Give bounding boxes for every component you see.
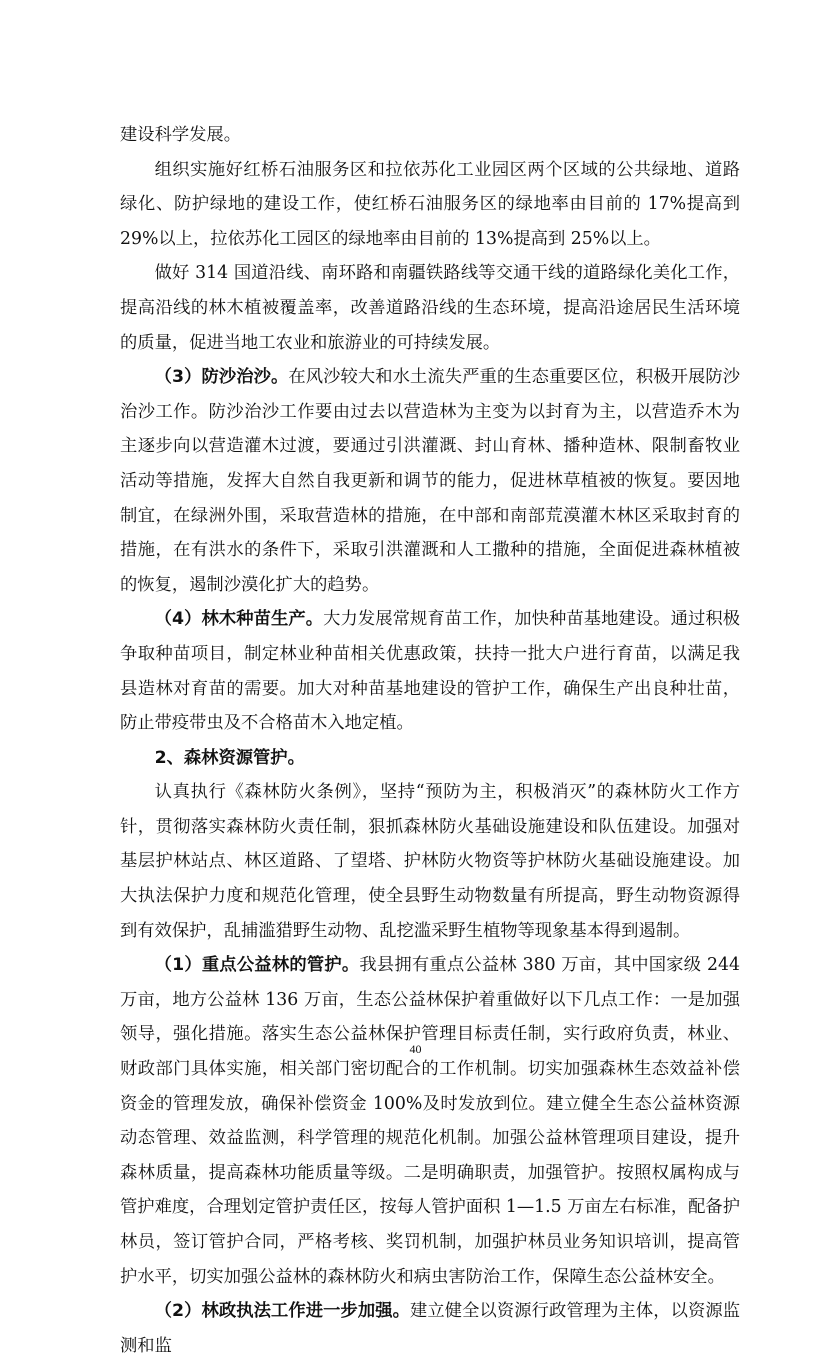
section-heading	[120, 741, 740, 776]
section-heading-text: 2、森林资源管护。	[154, 747, 305, 768]
paragraph-text: 建立健全以资源行政管理为主体，以资源监测和监	[120, 1301, 740, 1356]
paragraph-heading: （4）林木种苗生产。	[154, 609, 324, 630]
paragraph-text: 认真执行《森林防火条例》，坚持“预防为主，积极消灭”的森林防火工作方针，贯彻落实森林防火责任制，狠抓森林防火基础设施建设和队伍建设。加强对基层护林站点、林区道路、了望塔、护林防火物资等护林防火基础设施建设。加大执法保护力度和规范化管理，使全县野生动物数量有所提高，野生动物资源得到有效保护，乱捕滥猎野生动物、乱挖滥采野生植物等现象基本得到遏制。	[120, 782, 740, 941]
paragraph-text: 组织实施好红桥石油服务区和拉依苏化工业园区两个区域的公共绿地、道路绿化、防护绿地的建设工作，使红桥石油服务区的绿地率由目前的 17%提高到 29%以上，拉依苏化工园区的绿地率由目前的 13%提高到 25%以上。	[120, 159, 740, 249]
paragraph-heading: （1）重点公益林的管护。	[154, 955, 360, 976]
document-body	[120, 118, 740, 1363]
paragraph-text: 大力发展常规育苗工作，加快种苗基地建设。通过积极争取种苗项目，制定林业种苗相关优惠政策，扶持一批大户进行育苗，以满足我县造林对育苗的需要。加大对种苗基地建设的管护工作，确保生产出良种壮苗，防止带疫带虫及不合格苗木入地定植。	[120, 609, 740, 734]
page-number: 40	[409, 1042, 422, 1056]
paragraph-heading: （2）林政执法工作进一步加强。	[154, 1301, 410, 1322]
paragraph	[120, 118, 740, 153]
paragraph-heading: （3）防沙治沙。	[154, 367, 289, 388]
paragraph-text: 我县拥有重点公益林 380 万亩，其中国家级 244 万亩，地方公益林 136 万亩，生态公益林保护着重做好以下几点工作：一是加强领导，强化措施。落实生态公益林保护管理目标责任制，实行政府负责，林业、财政部门具体实施，相关部门密切配合的工作机制。切实加强森林生态效益补偿资金的管理发放，确保补偿资金 100%及时发放到位。建立健全生态公益林资源动态管理、效益监测，科学管理的规范化机制。加强公益林管理项目建设，提升森林质量，提高森林功能质量等级。二是明确职责，加强管护。按照权属构成与管护难度，合理划定管护责任区，按每人管护面积 1—1.5 万亩左右标准，配备护林员，签订管护合同，严格考核、奖罚机制，加强护林员业务知识培训，提高管护水平，切实加强公益林的森林防火和病虫害防治工作，保障生态公益林安全。	[120, 955, 740, 1287]
paragraph-text: 建设科学发展。	[120, 125, 241, 145]
paragraph	[120, 256, 740, 360]
paragraph	[120, 948, 740, 1294]
paragraph-text: 做好 314 国道沿线、南环路和南疆铁路线等交通干线的道路绿化美化工作，提高沿线的林木植被覆盖率，改善道路沿线的生态环境，提高沿途居民生活环境的质量，促进当地工农业和旅游业的可持续发展。	[120, 263, 740, 353]
paragraph-text: 在风沙较大和水土流失严重的生态重要区位，积极开展防沙治沙工作。防沙治沙工作要由过去以营造林为主变为以封育为主，以营造乔木为主逐步向以营造灌木过渡，要通过引洪灌溉、封山育林、播种造林、限制畜牧业活动等措施，发挥大自然自我更新和调节的能力，促进林草植被的恢复。要因地制宜，在绿洲外围，采取营造林的措施，在中部和南部荒漠灌木林区采取封育的措施，在有洪水的条件下，采取引洪灌溉和人工撒种的措施，全面促进森林植被的恢复，遏制沙漠化扩大的趋势。	[120, 367, 740, 595]
paragraph	[120, 602, 740, 740]
paragraph	[120, 360, 740, 602]
paragraph	[120, 153, 740, 257]
paragraph	[120, 1294, 740, 1363]
paragraph	[120, 775, 740, 948]
